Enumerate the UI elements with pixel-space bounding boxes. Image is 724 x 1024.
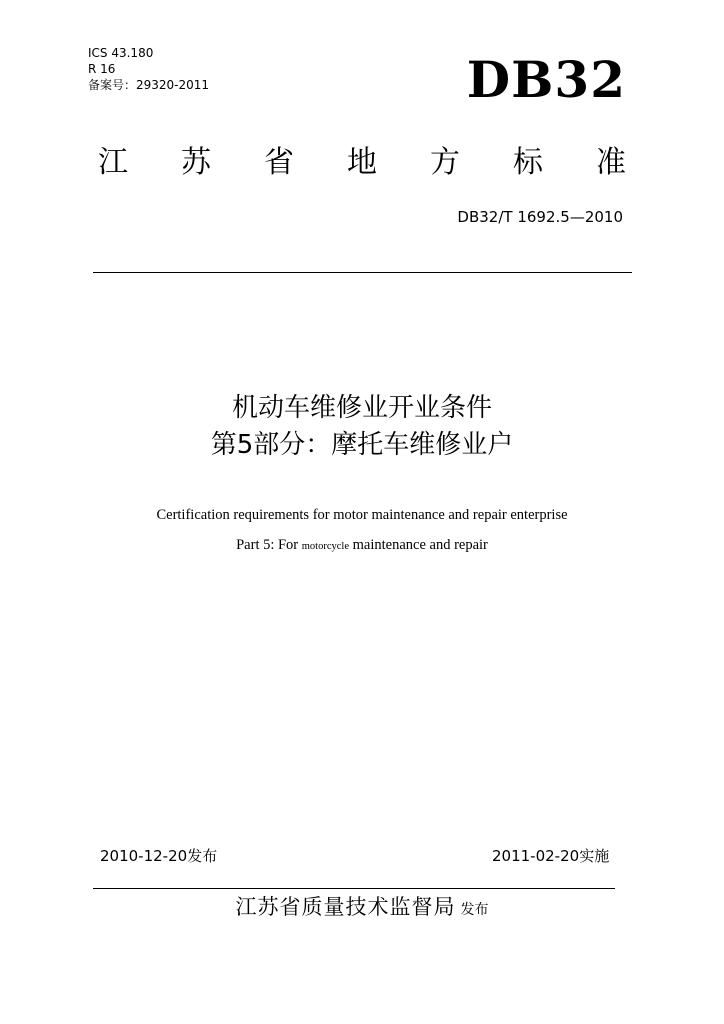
standard-code: DB32 — [466, 50, 626, 109]
title-cn-line1: 机动车维修业开业条件 — [231, 393, 492, 423]
title-en-suffix: maintenance and repair — [352, 537, 488, 553]
implementation-date-line — [492, 846, 618, 870]
standard-number: DB32/T 1692.5—2010 — [457, 208, 623, 226]
bottom-divider — [93, 888, 615, 889]
title-char: 方 — [430, 145, 460, 180]
title-en-line2 — [0, 535, 724, 557]
standard-type-title — [98, 143, 626, 183]
title-char: 江 — [98, 145, 128, 180]
title-en-line1: Certification requirements for motor maintenance and repair enterprise — [156, 507, 568, 523]
issue-label: 发布 — [187, 847, 218, 865]
filing-number: 备案号：29320-2011 — [88, 78, 210, 92]
title-en-prefix: Part 5: For — [236, 537, 299, 553]
classification-code: R 16 — [88, 62, 116, 76]
implementation-label: 实施 — [579, 847, 610, 865]
title-char: 苏 — [181, 145, 211, 180]
title-char: 省 — [264, 145, 294, 180]
ics-code: ICS 43.180 — [88, 46, 154, 60]
metadata-block — [88, 45, 209, 93]
title-char: 标 — [513, 145, 543, 180]
implementation-date: 2011-02-20 — [492, 847, 580, 865]
issue-date: 2010-12-20 — [100, 847, 188, 865]
title-en-small-word: motorcycle — [301, 541, 349, 552]
issuer-suffix: 发布 — [460, 902, 489, 918]
top-divider — [93, 272, 632, 273]
title-cn-line2: 第5部分：摩托车维修业户 — [210, 430, 514, 460]
title-char: 地 — [347, 145, 377, 180]
title-char: 准 — [596, 145, 626, 180]
issue-date-line — [100, 846, 217, 866]
issuer-name: 江苏省质量技术监督局 — [235, 895, 456, 919]
issuer-line — [0, 893, 724, 921]
